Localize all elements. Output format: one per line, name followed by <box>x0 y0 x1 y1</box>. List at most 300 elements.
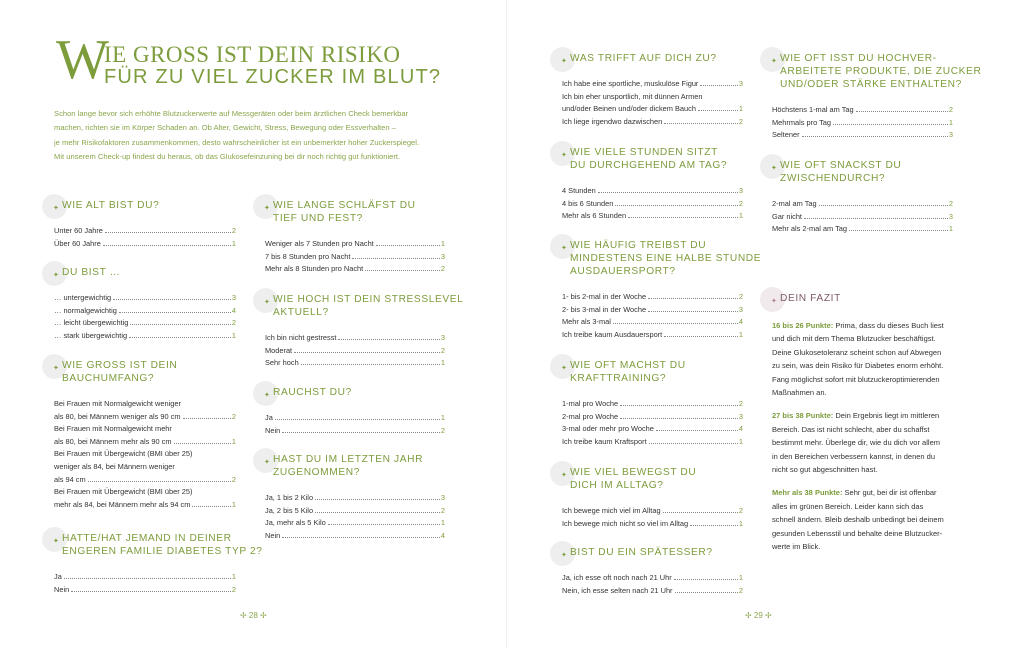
question-title <box>62 532 263 558</box>
question-heading <box>562 466 743 492</box>
question-title-line: RAUCHST DU? <box>273 387 352 398</box>
dot-leader <box>113 299 231 300</box>
dot-leader <box>183 418 231 419</box>
answer-option <box>265 332 445 345</box>
question-title-line: WIE ALT BIST DU? <box>62 200 160 211</box>
answer-text: und/oder Beinen und/oder dickem Bauch <box>562 104 696 114</box>
fazit-paragraph <box>772 409 967 476</box>
answer-text: 2-mal pro Woche <box>562 411 619 421</box>
answer-text: Weniger als 7 Stunden pro Nacht <box>265 239 374 248</box>
question-title-line: DU DURCHGEHEND AM TAG? <box>570 160 728 171</box>
answer-option <box>265 530 445 543</box>
question-title-line: DICH IM ALLTAG? <box>570 480 664 491</box>
dot-leader <box>71 591 231 592</box>
dot-leader <box>294 352 440 353</box>
question-heading <box>771 52 982 91</box>
fazit-line: schnell ändern. Bleib deshalb unbedingt bei deinem <box>772 515 944 525</box>
question-title-line: WIE OFT ISST DU HOCHVER- <box>780 53 937 64</box>
intro-line: Schon lange bevor sich erhöhte Blutzuckerwerte auf Messgeräten oder beim ärztlichen Check bemerkbar <box>54 109 409 118</box>
fazit-paragraph <box>772 319 967 399</box>
answer-options <box>54 571 236 596</box>
question-title <box>570 239 762 278</box>
fazit-line: werte im Blick. <box>772 542 821 552</box>
fazit-line: alles im grünen Bereich. Leider kann sich das <box>772 501 924 511</box>
answer-option <box>265 345 445 358</box>
answer-text: Ich liege irgendwo dazwischen <box>562 116 663 126</box>
answer-option <box>54 423 236 436</box>
answer-option <box>54 411 236 424</box>
dot-leader <box>613 323 738 324</box>
answer-option <box>54 436 236 449</box>
answer-option <box>54 305 236 318</box>
answer-text: Ja <box>54 572 62 581</box>
answer-text: … normalgewichtig <box>54 305 117 315</box>
fazit-text: Dein Ergebnis liegt im mittleren <box>833 411 940 421</box>
fazit-text: Prima, dass du dieses Buch liest <box>833 321 944 330</box>
diamond-bullet-icon: ✦ <box>561 245 568 252</box>
answer-text: Mehr als 8 Stunden pro Nacht <box>265 264 364 274</box>
answer-points: 4 <box>231 305 236 315</box>
answer-points: 1 <box>738 104 743 114</box>
question-smoking <box>265 386 445 437</box>
title-line-1: IE GROSS IST DEIN RISIKO <box>104 42 401 67</box>
answer-points: 1 <box>231 499 236 509</box>
question-heading <box>772 159 953 185</box>
question-title <box>780 52 982 91</box>
answer-points: 2 <box>738 506 743 515</box>
answer-text: Seltener <box>772 130 800 140</box>
answer-option <box>562 436 743 449</box>
answer-option <box>772 104 953 117</box>
question-sleep <box>265 199 445 276</box>
fazit-text: Sehr gut, bei dir ist offenbar <box>842 488 937 498</box>
answer-options <box>562 291 743 341</box>
dot-leader <box>598 192 738 193</box>
answer-options <box>265 332 445 370</box>
answer-text: Ja, ich esse oft noch nach 21 Uhr <box>562 573 672 582</box>
page-number-left: ✢ 28 ✢ <box>240 611 267 620</box>
question-title-line: WIE OFT MACHST DU <box>570 360 686 371</box>
answer-text: Gar nicht <box>772 211 802 221</box>
answer-option <box>562 572 743 585</box>
fazit-line <box>772 319 967 332</box>
answer-text: 2- bis 3-mal in der Woche <box>562 304 647 314</box>
answer-option <box>265 238 445 251</box>
answer-options <box>562 572 743 597</box>
answer-points: 2 <box>738 399 743 408</box>
answer-text: 4 bis 6 Stunden <box>562 198 614 208</box>
answer-points: 2 <box>231 411 236 421</box>
dot-leader <box>620 418 738 419</box>
question-title-line: WIE HÄUFIG TREIBST DU <box>570 240 707 251</box>
answer-points: 1 <box>231 330 236 340</box>
answer-text: Ich treibe kaum Kraftsport <box>562 436 647 446</box>
answer-option <box>54 499 236 512</box>
answer-text: Moderat <box>265 345 293 355</box>
dot-leader <box>103 245 231 246</box>
diamond-bullet-icon: ✦ <box>264 299 271 306</box>
question-waist <box>54 359 236 511</box>
fazit-line: gesunden Lebensstil und behalte deine Blutzucker- <box>772 528 943 538</box>
question-title-line: AKTUELL? <box>273 307 329 318</box>
dot-leader <box>849 230 948 231</box>
answer-option <box>562 185 743 198</box>
fazit-points-range: Mehr als 38 Punkte: <box>772 488 843 498</box>
dot-leader <box>648 311 738 312</box>
dot-leader <box>819 205 948 206</box>
answer-option <box>54 292 236 305</box>
answer-points: 2 <box>440 264 445 274</box>
answer-option <box>54 571 236 584</box>
question-heading <box>562 546 743 559</box>
answer-text: 4 Stunden <box>562 186 596 195</box>
diamond-bullet-icon: ✦ <box>561 58 568 65</box>
answer-option <box>54 238 236 251</box>
dot-leader <box>675 592 738 593</box>
answer-option <box>265 357 445 370</box>
answer-options <box>265 412 445 437</box>
question-title-line: WIE VIEL BEWEGST DU <box>570 467 697 478</box>
question-heading <box>562 146 743 172</box>
answer-points: 3 <box>440 493 445 502</box>
answer-text: Mehr als 6 Stunden <box>562 211 627 221</box>
answer-points: 1 <box>948 117 953 127</box>
answer-text: Ich bewege mich nicht so viel im Alltag <box>562 518 689 528</box>
diamond-bullet-icon: ✦ <box>264 205 271 212</box>
answer-options <box>772 104 953 142</box>
dot-leader <box>804 218 948 219</box>
question-heading <box>54 199 236 212</box>
question-title-line: HATTE/HAT JEMAND IN DEINER <box>62 533 232 544</box>
answer-option <box>54 398 236 411</box>
answer-text: … untergewichtig <box>54 293 112 302</box>
answer-text: Mehr als 3-mal <box>562 317 611 327</box>
fazit-heading <box>772 292 967 305</box>
answer-option <box>54 225 236 238</box>
question-title-line: WAS TRIFFT AUF DICH ZU? <box>570 53 717 64</box>
answer-points: 1 <box>440 239 445 248</box>
answer-option <box>562 518 743 531</box>
answer-options <box>54 225 236 250</box>
diamond-bullet-icon: ✦ <box>53 272 60 279</box>
answer-option <box>562 585 743 598</box>
answer-text: Bei Frauen mit Normalgewicht mehr <box>54 424 172 434</box>
answer-option <box>54 584 236 597</box>
dot-leader <box>129 337 231 338</box>
question-heading <box>54 359 236 385</box>
answer-points: 3 <box>738 79 743 88</box>
answer-text: … stark übergewichtig <box>54 330 128 340</box>
question-title <box>570 359 743 385</box>
answer-option <box>772 129 953 142</box>
answer-points: 3 <box>948 130 953 140</box>
dot-leader <box>174 443 231 444</box>
answer-option <box>562 198 743 211</box>
answer-options <box>54 292 236 342</box>
intro-line: je mehr Risikofaktoren zusammenkommen, desto wahrscheinlicher ist ein unbemerkter hoher Zuckerspiegel. <box>54 137 420 147</box>
answer-option <box>265 505 445 518</box>
dot-leader <box>64 578 231 579</box>
answer-points: 2 <box>738 116 743 126</box>
answer-options <box>562 505 743 530</box>
answer-option <box>772 223 953 236</box>
answer-text: Nein <box>265 530 281 540</box>
answer-text: Ich treibe kaum Ausdauersport <box>562 329 663 339</box>
fazit-points-range: 16 bis 26 Punkte: <box>772 321 834 330</box>
answer-text: Unter 60 Jahre <box>54 226 103 235</box>
question-title-line: ZWISCHENDURCH? <box>780 173 886 184</box>
answer-text: Ich bin eher unsportlich, mit dünnen Armen <box>562 91 703 101</box>
question-title <box>273 386 445 399</box>
question-title <box>62 266 236 279</box>
answer-points: 3 <box>738 304 743 314</box>
answer-text: Mehrmals pro Tag <box>772 117 832 127</box>
diamond-bullet-icon: ✦ <box>53 205 60 212</box>
left-page <box>0 0 507 648</box>
fazit-title: DEIN FAZIT <box>780 293 841 304</box>
answer-points: 2 <box>440 345 445 355</box>
dot-leader <box>315 512 440 513</box>
dot-leader <box>315 499 440 500</box>
answer-options <box>562 398 743 448</box>
answer-option <box>772 117 953 130</box>
answer-points: 3 <box>738 411 743 421</box>
question-heading <box>265 199 445 225</box>
dot-leader <box>856 111 948 112</box>
answer-options <box>562 185 743 223</box>
dot-leader <box>338 339 439 340</box>
answer-text: Höchstens 1-mal am Tag <box>772 105 854 114</box>
dot-leader <box>833 124 948 125</box>
dot-leader <box>620 405 738 406</box>
answer-points: 2 <box>440 505 445 515</box>
dot-leader <box>192 506 230 507</box>
answer-points: 2 <box>948 199 953 208</box>
answer-points: 3 <box>440 251 445 261</box>
answer-text: Sehr hoch <box>265 358 299 368</box>
answer-points: 1 <box>231 238 236 248</box>
question-title-line: TIEF UND FEST? <box>273 213 363 224</box>
question-title-line: AUSDAUERSPORT? <box>570 266 676 277</box>
question-title-line: ARBEITETE PRODUKTE, DIE ZUCKER <box>780 66 982 77</box>
answer-text: 1-mal pro Woche <box>562 399 619 408</box>
dot-leader <box>690 525 738 526</box>
dot-leader <box>663 512 738 513</box>
question-title <box>273 453 445 479</box>
answer-option <box>562 78 743 91</box>
answer-text: Ich habe eine sportliche, muskulöse Figur <box>562 79 699 88</box>
dot-leader <box>105 232 231 233</box>
answer-text: 1- bis 2-mal in der Woche <box>562 292 647 301</box>
question-title <box>570 52 743 65</box>
dot-leader <box>119 312 231 313</box>
question-title-line: UND/ODER STÄRKE ENTHALTEN? <box>780 79 962 90</box>
answer-text: Nein, ich esse selten nach 21 Uhr <box>562 585 673 595</box>
fazit-line: bestimmt mehr. Überlege dir, wie du dich vor allem <box>772 438 940 448</box>
answer-points: 4 <box>440 530 445 540</box>
answer-option <box>562 505 743 518</box>
diamond-bullet-icon: ✦ <box>264 459 271 466</box>
question-figure <box>562 52 743 128</box>
answer-points: 1 <box>231 572 236 581</box>
answer-points: 2 <box>440 425 445 435</box>
answer-option <box>265 492 445 505</box>
answer-option <box>265 251 445 264</box>
question-title-line: WIE GROSS IST DEIN <box>62 360 178 371</box>
question-strength <box>562 359 743 448</box>
answer-text: Ja, 1 bis 2 Kilo <box>265 493 314 502</box>
answer-points: 2 <box>231 226 236 235</box>
dot-leader <box>802 136 948 137</box>
answer-points: 3 <box>738 186 743 195</box>
fazit-line <box>772 409 967 422</box>
question-heading <box>54 266 236 279</box>
diamond-bullet-icon: ✦ <box>771 58 778 65</box>
answer-option <box>562 103 743 116</box>
fazit-line: Deine Glukosetoleranz scheint schon auf Abwegen <box>772 347 942 357</box>
question-snacking <box>772 159 953 236</box>
question-title <box>570 466 743 492</box>
fazit-body <box>772 319 967 554</box>
dot-leader <box>674 579 738 580</box>
intro-text <box>54 107 454 164</box>
answer-points: 2 <box>738 198 743 208</box>
question-family-diabetes <box>53 532 263 596</box>
answer-text: Über 60 Jahre <box>54 238 101 248</box>
question-heading <box>562 359 743 385</box>
diamond-bullet-icon: ✦ <box>264 392 271 399</box>
question-weight <box>54 266 236 342</box>
answer-points: 2 <box>231 318 236 328</box>
diamond-bullet-icon: ✦ <box>53 538 60 545</box>
answer-text: Ja <box>265 413 273 422</box>
dot-leader <box>615 205 738 206</box>
dot-leader <box>275 419 440 420</box>
fazit-line: Bereich. Das ist nicht schlecht, aber du schaffst <box>772 424 930 434</box>
dot-leader <box>130 324 231 325</box>
fazit-line: Fang möglichst sofort mit blutzuckeroptimierenden <box>772 374 940 384</box>
question-title-line: HAST DU IM LETZTEN JAHR <box>273 454 424 465</box>
answer-option <box>265 412 445 425</box>
answer-options <box>772 198 953 236</box>
question-daily-movement <box>562 466 743 530</box>
question-title-line: WIE HOCH IST DEIN STRESSLEVEL <box>273 294 464 305</box>
answer-option <box>54 317 236 330</box>
answer-points: 3 <box>231 293 236 302</box>
question-title-line: BAUCHUMFANG? <box>62 373 155 384</box>
answer-option <box>562 291 743 304</box>
diamond-bullet-icon: ✦ <box>561 365 568 372</box>
answer-text: mehr als 84, bei Männern mehr als 94 cm <box>54 499 191 509</box>
answer-option <box>265 263 445 276</box>
question-sitting <box>562 146 743 223</box>
answer-option <box>562 423 743 436</box>
dot-leader <box>648 298 738 299</box>
answer-text: Bei Frauen mit Übergewicht (BMI über 25) <box>54 487 193 497</box>
answer-option <box>562 91 743 104</box>
diamond-bullet-icon: ✦ <box>561 152 568 159</box>
dot-leader <box>664 123 738 124</box>
answer-text: Ich bin nicht gestresst <box>265 333 337 342</box>
answer-text: Nein <box>54 584 70 594</box>
diamond-bullet-icon: ✦ <box>561 472 568 479</box>
fazit-line: zu sein, was dein Risiko für Diabetes enorm erhöht. <box>772 361 944 371</box>
answer-text: Bei Frauen mit Normalgewicht weniger <box>54 399 181 408</box>
question-title <box>570 146 743 172</box>
fazit-line: nicht so gut abgeschnitten hast. <box>772 465 878 475</box>
fazit-line: und dich mit dem Thema Blutzucker beschäftigst. <box>772 334 936 344</box>
question-title-line: DU BIST … <box>62 267 121 278</box>
question-late-eating <box>562 546 743 597</box>
answer-option <box>54 461 236 474</box>
answer-option <box>265 517 445 530</box>
answer-text: Mehr als 2-mal am Tag <box>772 224 848 234</box>
answer-option <box>562 304 743 317</box>
answer-text: … leicht übergewichtig <box>54 318 129 328</box>
answer-points: 1 <box>948 224 953 234</box>
fazit-line: Maßnahmen an. <box>772 388 827 398</box>
page-number-right: ✢ 29 ✢ <box>745 611 772 620</box>
question-title-line: WIE LANGE SCHLÄFST DU <box>273 200 416 211</box>
answer-points: 1 <box>738 211 743 221</box>
answer-points: 3 <box>440 333 445 342</box>
diamond-bullet-icon: ✦ <box>561 552 568 559</box>
answer-points: 2 <box>231 474 236 484</box>
fazit-line <box>772 486 967 499</box>
dot-leader <box>365 270 440 271</box>
intro-line: machen, richten sie im Körper Schaden an. Ob Alter, Gewicht, Stress, Bewegung oder Essverhalten – <box>54 123 396 133</box>
answer-points: 2 <box>738 585 743 595</box>
fazit-line: in den Bereichen verbessern kannst, in denen du <box>772 451 936 461</box>
fazit-paragraph <box>772 486 967 553</box>
question-heading <box>264 293 464 319</box>
answer-text: als 80, bei Männern weniger als 90 cm <box>54 411 181 421</box>
answer-options <box>265 238 445 276</box>
answer-points: 3 <box>948 211 953 221</box>
answer-points: 1 <box>738 573 743 582</box>
answer-option <box>562 210 743 223</box>
answer-option <box>562 411 743 424</box>
answer-option <box>54 474 236 487</box>
right-page <box>507 0 1015 648</box>
question-heading <box>53 532 263 558</box>
answer-points: 1 <box>738 518 743 528</box>
dot-leader <box>700 85 737 86</box>
answer-option <box>562 116 743 129</box>
answer-option <box>54 486 236 499</box>
answer-text: 7 bis 8 Stunden pro Nacht <box>265 251 351 261</box>
fazit-points-range: 27 bis 38 Punkte: <box>772 411 834 421</box>
question-heading <box>265 453 445 479</box>
answer-points: 1 <box>440 413 445 422</box>
question-title <box>62 359 236 385</box>
diamond-bullet-icon: ✦ <box>771 165 778 172</box>
answer-text: Bei Frauen mit Übergewicht (BMI über 25) <box>54 449 193 459</box>
answer-option <box>562 316 743 329</box>
answer-points: 2 <box>948 105 953 114</box>
question-title-line: WIE OFT SNACKST DU <box>780 160 902 171</box>
answer-points: 4 <box>738 424 743 434</box>
answer-text: Ja, mehr als 5 Kilo <box>265 518 326 528</box>
question-title-line: BIST DU EIN SPÄTESSER? <box>570 547 713 558</box>
question-title-line: KRAFTTRAINING? <box>570 373 667 384</box>
question-processed-food <box>771 52 982 142</box>
answer-text: weniger als 84, bei Männern weniger <box>54 461 175 471</box>
dot-leader <box>376 245 440 246</box>
answer-points: 1 <box>440 518 445 528</box>
dot-leader <box>628 217 738 218</box>
intro-line: Mit unserem Check-up findest du heraus, ob das Glukosefeinzuning bei dir noch richtig gut funktioniert. <box>54 151 401 161</box>
